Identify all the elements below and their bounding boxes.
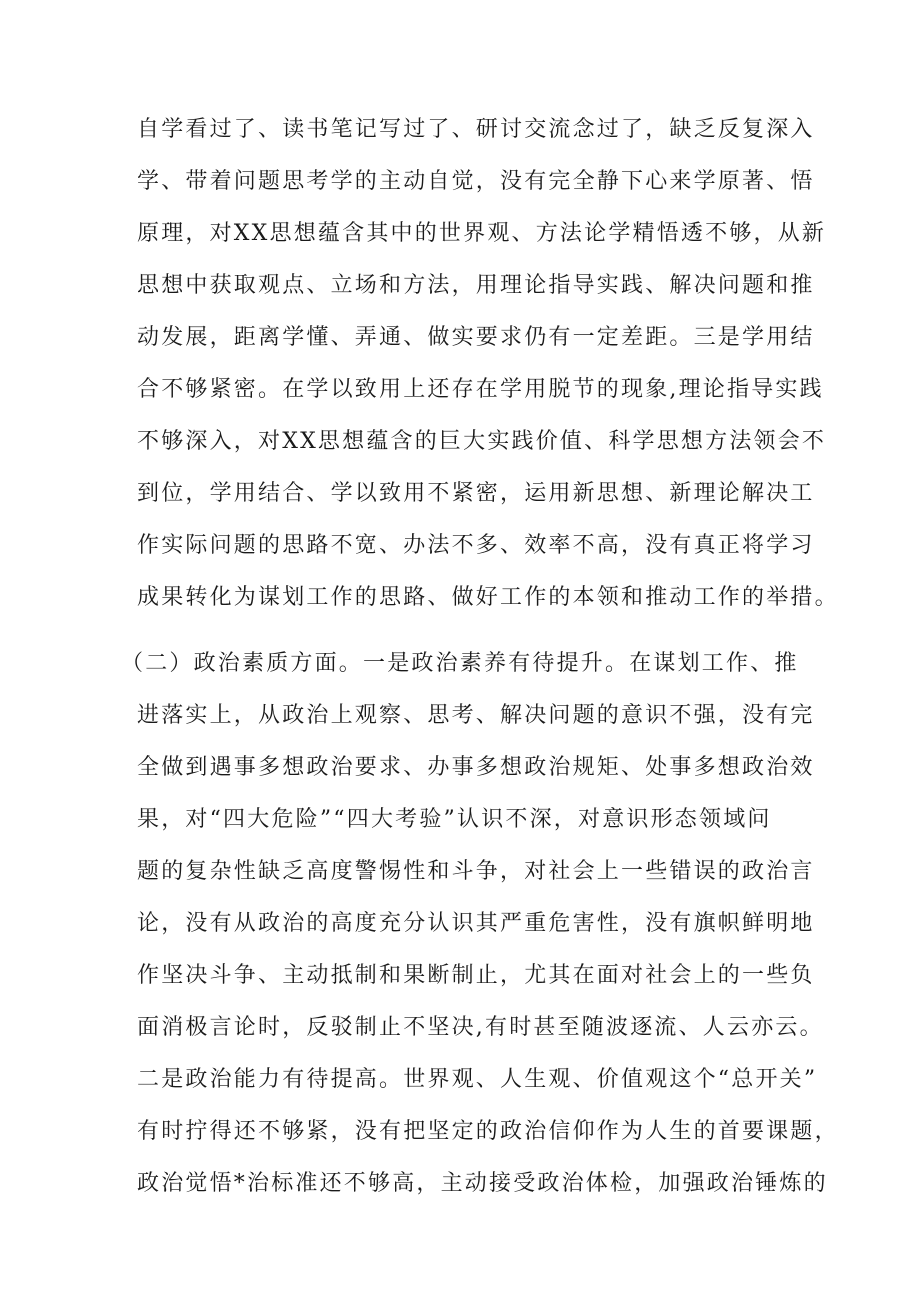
text-line: 学、带着问题思考学的主动自觉，没有完全静下心来学原著、悟	[137, 169, 815, 194]
section-heading-line: （二）政治素质方面。一是政治素养有待提升。在谋划工作、推	[121, 651, 799, 676]
text-line: 作实际问题的思路不宽、办法不多、效率不高，没有真正将学习	[137, 533, 815, 558]
text-line: 面消极言论时，反驳制止不坚决,有时甚至随波逐流、人云亦云。	[137, 1015, 824, 1040]
text-line: 论，没有从政治的高度充分认识其严重危害性，没有旗帜鲜明地	[137, 911, 815, 936]
text-line: 作坚决斗争、主动抵制和果断制止，尤其在面对社会上的一些负	[137, 963, 815, 988]
text-line: 二是政治能力有待提高。世界观、人生观、价值观这个“总开关”	[137, 1067, 818, 1092]
text-line: 果，对“四大危险”“四大考验”认识不深，对意识形态领域问	[137, 807, 772, 832]
text-line: 到位，学用结合、学以致用不紧密，运用新思想、新理论解决工	[137, 481, 815, 506]
text-line: 思想中获取观点、立场和方法，用理论指导实践、解决问题和推	[137, 273, 815, 298]
text-line: 题的复杂性缺乏高度警惕性和斗争，对社会上一些错误的政治言	[137, 859, 815, 884]
text-line: 动发展，距离学懂、弄通、做实要求仍有一定差距。三是学用结	[137, 325, 815, 350]
paragraph-1	[137, 104, 839, 624]
text-line: 自学看过了、读书笔记写过了、研讨交流念过了，缺乏反复深入	[137, 117, 815, 142]
text-line: 合不够紧密。在学以致用上还存在学用脱节的现象,理论指导实践	[137, 377, 824, 402]
text-line: 不够深入，对XX思想蕴含的巨大实践价值、科学思想方法领会不	[137, 429, 827, 454]
text-line: 成果转化为谋划工作的思路、做好工作的本领和推动工作的举措。	[137, 585, 839, 610]
paragraph-2	[121, 638, 839, 1210]
text-line: 有时拧得还不够紧，没有把坚定的政治信仰作为人生的首要课题，	[137, 1119, 839, 1144]
text-line: 进落实上，从政治上观察、思考、解决问题的意识不强，没有完	[137, 703, 815, 728]
text-line: 全做到遇事多想政治要求、办事多想政治规矩、处事多想政治效	[137, 755, 815, 780]
text-line: 原理，对XX思想蕴含其中的世界观、方法论学精悟透不够，从新	[137, 221, 827, 246]
text-line: 政治觉悟*治标准还不够高，主动接受政治体检，加强政治锤炼的	[137, 1171, 828, 1196]
